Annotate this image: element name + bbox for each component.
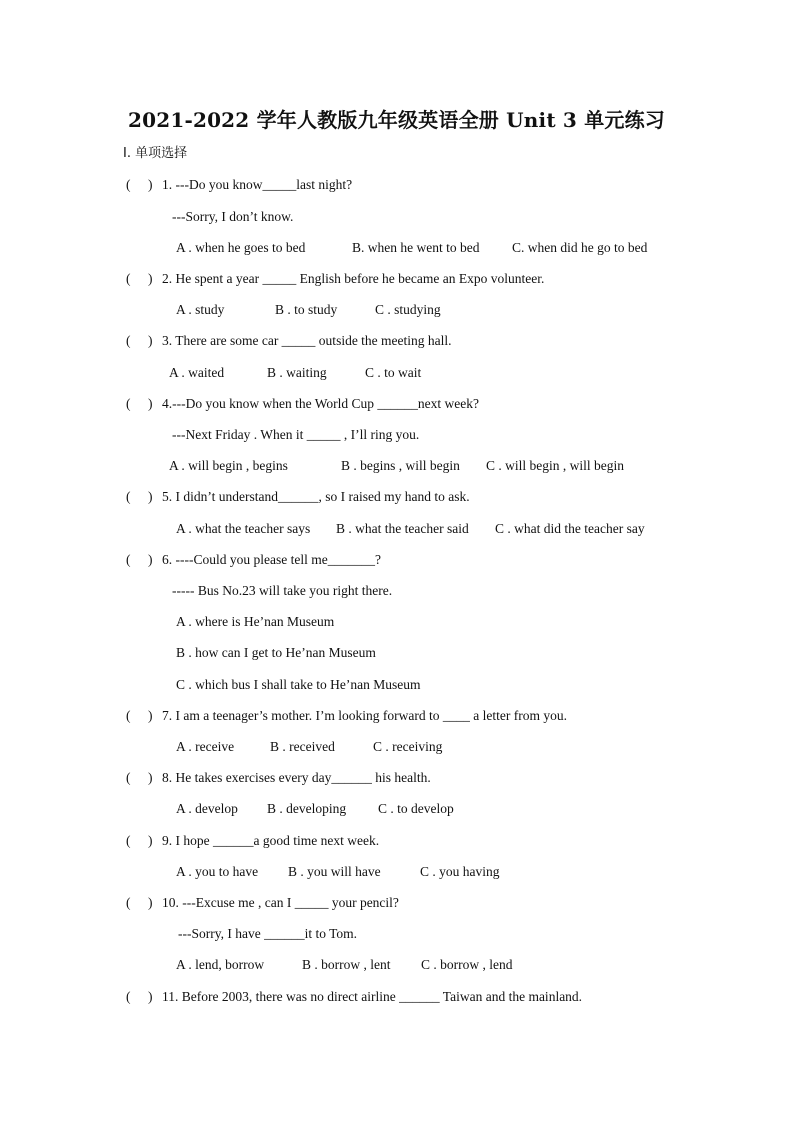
answer-blank[interactable]: ( ) bbox=[126, 895, 153, 910]
option-b[interactable]: B . received bbox=[270, 739, 335, 754]
answer-blank[interactable]: ( ) bbox=[126, 989, 153, 1004]
question-stem: 4.---Do you know when the World Cup ______next week? bbox=[162, 396, 479, 411]
option-b[interactable]: B . to study bbox=[275, 302, 338, 317]
option-b[interactable]: B . borrow , lent bbox=[302, 957, 391, 972]
question-stem: 7. I am a teenager’s mother. I’m looking forward to ____ a letter from you. bbox=[162, 708, 568, 723]
question-stem: 1. ---Do you know_____last night? bbox=[162, 177, 353, 192]
answer-blank[interactable]: ( ) bbox=[126, 770, 153, 785]
answer-blank[interactable]: ( ) bbox=[126, 489, 153, 504]
option-b[interactable]: B . what the teacher said bbox=[336, 521, 469, 536]
question-stem: 5. I didn’t understand______, so I raised my hand to ask. bbox=[162, 489, 470, 504]
question-dialogue: ---Sorry, I have ______it to Tom. bbox=[178, 926, 358, 941]
answer-blank[interactable]: ( ) bbox=[126, 833, 153, 848]
answer-blank[interactable]: ( ) bbox=[126, 177, 153, 192]
option-c[interactable]: C . receiving bbox=[373, 739, 443, 754]
option-c[interactable]: C . to wait bbox=[365, 365, 422, 380]
answer-blank[interactable]: ( ) bbox=[126, 708, 153, 723]
option-a[interactable]: A . what the teacher says bbox=[176, 521, 311, 536]
question-stem: 9. I hope ______a good time next week. bbox=[162, 833, 380, 848]
option-a[interactable]: A . when he goes to bed bbox=[176, 240, 306, 255]
question-dialogue: ---Sorry, I don’t know. bbox=[172, 209, 294, 224]
section-heading: Ⅰ. 单项选择 bbox=[123, 146, 188, 161]
question-stem: 6. ----Could you please tell me_______? bbox=[162, 552, 381, 567]
option-a[interactable]: A . you to have bbox=[176, 864, 259, 879]
option-c[interactable]: C. when did he go to bed bbox=[512, 240, 648, 255]
option-c[interactable]: C . borrow , lend bbox=[421, 957, 513, 972]
answer-blank[interactable]: ( ) bbox=[126, 396, 153, 411]
option-b[interactable]: B . how can I get to He’nan Museum bbox=[176, 645, 376, 660]
answer-blank[interactable]: ( ) bbox=[126, 271, 153, 286]
question-stem: 2. He spent a year _____ English before he became an Expo volunteer. bbox=[162, 271, 545, 286]
option-a[interactable]: A . lend, borrow bbox=[176, 957, 265, 972]
option-b[interactable]: B . waiting bbox=[267, 365, 327, 380]
question-dialogue: ---Next Friday . When it _____ , I’ll ring you. bbox=[172, 427, 420, 442]
option-c[interactable]: C . studying bbox=[375, 302, 441, 317]
question-stem: 11. Before 2003, there was no direct airline ______ Taiwan and the mainland. bbox=[162, 989, 583, 1004]
question-dialogue: ----- Bus No.23 will take you right there. bbox=[172, 583, 393, 598]
option-a[interactable]: A . where is He’nan Museum bbox=[176, 614, 335, 629]
option-a[interactable]: A . develop bbox=[176, 801, 238, 816]
option-b[interactable]: B. when he went to bed bbox=[352, 240, 480, 255]
option-b[interactable]: B . begins , will begin bbox=[341, 458, 460, 473]
option-b[interactable]: B . you will have bbox=[288, 864, 381, 879]
option-a[interactable]: A . waited bbox=[169, 365, 225, 380]
page-title: 2021-2022 学年人教版九年级英语全册 Unit 3 单元练习 bbox=[127, 108, 665, 132]
option-c[interactable]: C . will begin , will begin bbox=[486, 458, 624, 473]
option-c[interactable]: C . which bus I shall take to He’nan Museum bbox=[176, 677, 421, 692]
option-c[interactable]: C . to develop bbox=[378, 801, 454, 816]
option-a[interactable]: A . receive bbox=[176, 739, 235, 754]
option-a[interactable]: A . study bbox=[176, 302, 225, 317]
answer-blank[interactable]: ( ) bbox=[126, 552, 153, 567]
option-c[interactable]: C . what did the teacher say bbox=[495, 521, 645, 536]
answer-blank[interactable]: ( ) bbox=[126, 333, 153, 348]
question-stem: 10. ---Excuse me , can I _____ your pencil? bbox=[162, 895, 399, 910]
option-a[interactable]: A . will begin , begins bbox=[169, 458, 288, 473]
option-b[interactable]: B . developing bbox=[267, 801, 347, 816]
option-c[interactable]: C . you having bbox=[420, 864, 500, 879]
question-stem: 8. He takes exercises every day______ his health. bbox=[162, 770, 431, 785]
question-stem: 3. There are some car _____ outside the meeting hall. bbox=[162, 333, 452, 348]
